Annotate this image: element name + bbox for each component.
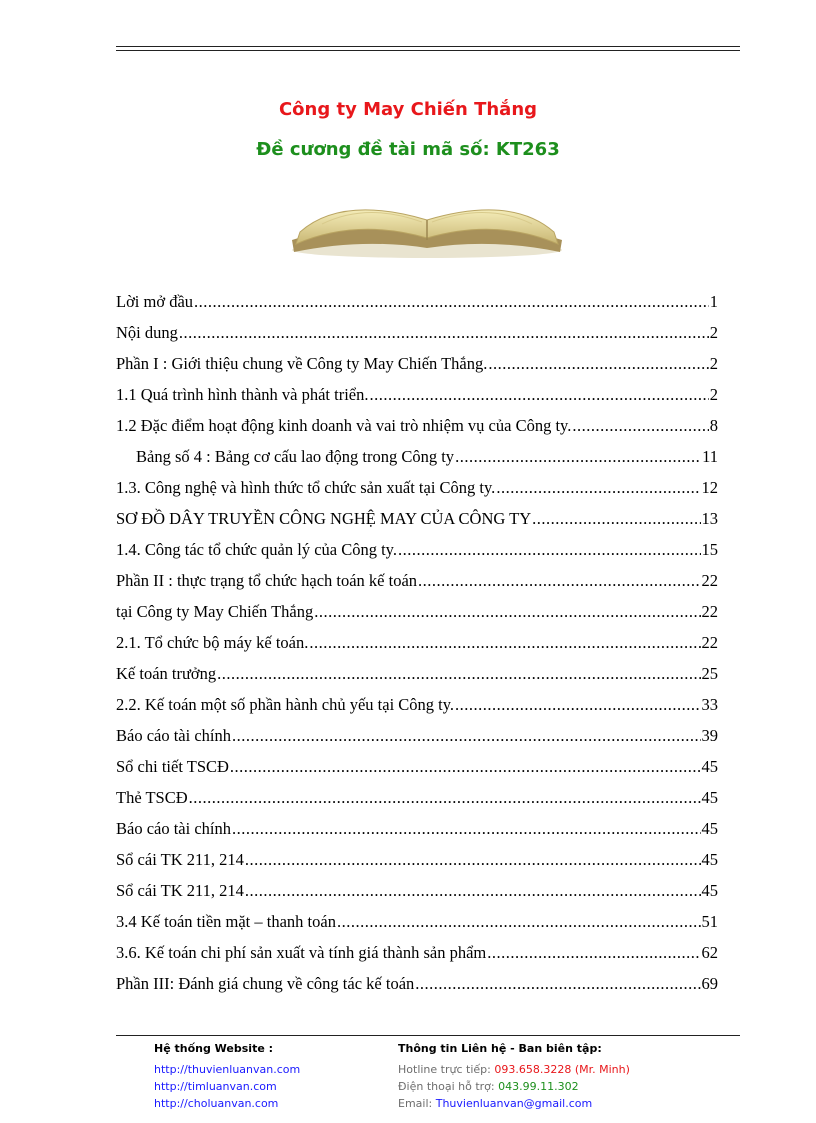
toc-entry[interactable] xyxy=(116,534,718,565)
toc-entry[interactable] xyxy=(116,937,718,968)
toc-entry[interactable] xyxy=(116,441,718,472)
document-subtitle: Đề cương đề tài mã số: KT263 xyxy=(256,139,560,160)
footer-divider xyxy=(116,1035,740,1036)
toc-entry-page: 69 xyxy=(701,974,718,993)
toc-leader-dots xyxy=(488,348,708,379)
toc-entry-page: 39 xyxy=(701,726,718,745)
footer-contact-heading: Thông tin Liên hệ - Ban biên tập: xyxy=(398,1042,602,1055)
toc-entry-label: Sổ cái TK 211, 214 xyxy=(116,850,244,869)
toc-leader-dots xyxy=(337,906,701,937)
toc-entry-page: 45 xyxy=(701,819,718,838)
toc-entry-label: Nội dung xyxy=(116,323,178,342)
website-link[interactable]: http://choluanvan.com xyxy=(154,1097,279,1110)
toc-entry[interactable] xyxy=(116,751,718,782)
toc-entry-page: 45 xyxy=(701,850,718,869)
toc-entry-label: Bảng số 4 : Bảng cơ cấu lao động trong Công ty xyxy=(136,447,455,466)
toc-entry-label: Kế toán trưởng xyxy=(116,664,217,683)
toc-entry[interactable] xyxy=(116,627,718,658)
toc-entry[interactable] xyxy=(116,720,718,751)
toc-entry-label: 2.1. Tổ chức bộ máy kế toán. xyxy=(116,633,309,652)
toc-entry-page: 45 xyxy=(701,757,718,776)
toc-entry[interactable] xyxy=(116,596,718,627)
toc-entry-label: Báo cáo tài chính xyxy=(116,819,232,838)
toc-leader-dots xyxy=(487,937,700,968)
toc-leader-dots xyxy=(398,534,701,565)
toc-entry-label: Phần II : thực trạng tổ chức hạch toán kế toán xyxy=(116,571,418,590)
email-line xyxy=(398,1095,630,1112)
toc-entry-page: 2 xyxy=(709,323,718,342)
toc-entry-page: 8 xyxy=(709,416,718,435)
toc-entry[interactable] xyxy=(116,658,718,689)
toc-leader-dots xyxy=(232,813,700,844)
email-label: Email: xyxy=(398,1097,436,1110)
toc-entry[interactable] xyxy=(116,875,718,906)
hotline-value: 093.658.3228 (Mr. Minh) xyxy=(494,1063,630,1076)
top-divider-second xyxy=(116,50,740,51)
toc-entry-label: tại Công ty May Chiến Thắng xyxy=(116,602,314,621)
toc-entry-label: 1.2 Đặc điểm hoạt động kinh doanh và vai trò nhiệm vụ của Công ty. xyxy=(116,416,572,435)
top-divider xyxy=(116,46,740,47)
toc-leader-dots xyxy=(314,596,700,627)
toc-entry[interactable] xyxy=(116,565,718,596)
toc-leader-dots xyxy=(189,782,701,813)
toc-entry-label: 1.4. Công tác tổ chức quản lý của Công ty. xyxy=(116,540,397,559)
toc-entry-label: Phần I : Giới thiệu chung về Công ty May Chiến Thắng. xyxy=(116,354,488,373)
toc-entry-page: 1 xyxy=(709,292,718,311)
toc-leader-dots xyxy=(217,658,700,689)
footer-websites-heading: Hệ thống Website : xyxy=(154,1042,274,1055)
toc-entry-label: Phần III: Đánh giá chung về công tác kế toán xyxy=(116,974,415,993)
toc-leader-dots xyxy=(572,410,708,441)
toc-entry-page: 13 xyxy=(701,509,718,528)
support-value: 043.99.11.302 xyxy=(498,1080,579,1093)
toc-entry-page: 22 xyxy=(701,602,718,621)
hotline-label: Hotline trực tiếp: xyxy=(398,1063,495,1076)
toc-entry[interactable] xyxy=(116,348,718,379)
toc-entry-label: 1.1 Quá trình hình thành và phát triển. xyxy=(116,385,369,404)
toc-entry[interactable] xyxy=(116,286,718,317)
toc-leader-dots xyxy=(415,968,700,999)
toc-entry[interactable] xyxy=(116,782,718,813)
toc-entry[interactable] xyxy=(116,968,718,999)
toc-leader-dots xyxy=(418,565,700,596)
toc-entry-label: 1.3. Công nghệ và hình thức tổ chức sản xuất tại Công ty. xyxy=(116,478,496,497)
toc-entry-page: 2 xyxy=(709,385,718,404)
toc-entry[interactable] xyxy=(116,906,718,937)
toc-leader-dots xyxy=(455,689,700,720)
toc-leader-dots xyxy=(245,844,701,875)
toc-entry[interactable] xyxy=(116,689,718,720)
toc-entry-label: Báo cáo tài chính xyxy=(116,726,232,745)
toc-entry-label: Sổ chi tiết TSCĐ xyxy=(116,757,229,776)
toc-entry-page: 45 xyxy=(701,881,718,900)
toc-leader-dots xyxy=(245,875,701,906)
email-value[interactable]: Thuvienluanvan@gmail.com xyxy=(435,1097,593,1110)
support-line xyxy=(398,1078,630,1095)
toc-entry-label: Lời mở đầu xyxy=(116,292,194,311)
toc-entry-label: 2.2. Kế toán một số phần hành chủ yếu tại Công ty. xyxy=(116,695,455,714)
website-link[interactable]: http://timluanvan.com xyxy=(154,1080,277,1093)
toc-entry[interactable] xyxy=(116,410,718,441)
company-title: Công ty May Chiến Thắng xyxy=(278,99,538,120)
toc-entry-page: 62 xyxy=(701,943,718,962)
toc-entry-page: 51 xyxy=(701,912,718,931)
toc-leader-dots xyxy=(309,627,700,658)
toc-entry[interactable] xyxy=(116,813,718,844)
toc-leader-dots xyxy=(194,286,709,317)
open-book-icon xyxy=(282,190,572,260)
toc-entry[interactable] xyxy=(116,317,718,348)
toc-entry-label: Thẻ TSCĐ xyxy=(116,788,188,807)
toc-entry-page: 33 xyxy=(701,695,718,714)
website-link[interactable]: http://thuvienluanvan.com xyxy=(154,1063,301,1076)
toc-entry[interactable] xyxy=(116,472,718,503)
toc-leader-dots xyxy=(232,720,700,751)
toc-entry-page: 15 xyxy=(701,540,718,559)
support-label: Điện thoại hỗ trợ: xyxy=(398,1080,499,1093)
footer-contact xyxy=(398,1040,630,1112)
toc-entry[interactable] xyxy=(116,844,718,875)
toc-entry-page: 11 xyxy=(702,447,718,466)
toc-entry-label: 3.4 Kế toán tiền mặt – thanh toán xyxy=(116,912,336,931)
toc-entry-page: 45 xyxy=(701,788,718,807)
toc-entry-page: 25 xyxy=(701,664,718,683)
toc-leader-dots xyxy=(230,751,701,782)
toc-entry-page: 12 xyxy=(701,478,718,497)
toc-entry[interactable] xyxy=(116,379,718,410)
toc-entry-label: 3.6. Kế toán chi phí sản xuất và tính giá thành sản phẩm xyxy=(116,943,487,962)
hotline-line xyxy=(398,1061,630,1078)
toc-leader-dots xyxy=(532,503,700,534)
toc-leader-dots xyxy=(455,441,701,472)
toc-entry-label: Sổ cái TK 211, 214 xyxy=(116,881,244,900)
toc-entry-page: 22 xyxy=(701,633,718,652)
toc-leader-dots xyxy=(496,472,700,503)
table-of-contents xyxy=(116,286,718,999)
toc-entry-page: 22 xyxy=(701,571,718,590)
toc-entry[interactable] xyxy=(116,503,718,534)
toc-entry-label: SƠ ĐỒ DÂY TRUYỀN CÔNG NGHỆ MAY CỦA CÔNG TY xyxy=(116,509,532,528)
toc-entry-page: 2 xyxy=(709,354,718,373)
toc-leader-dots xyxy=(370,379,709,410)
toc-leader-dots xyxy=(179,317,709,348)
footer-websites xyxy=(154,1040,300,1112)
